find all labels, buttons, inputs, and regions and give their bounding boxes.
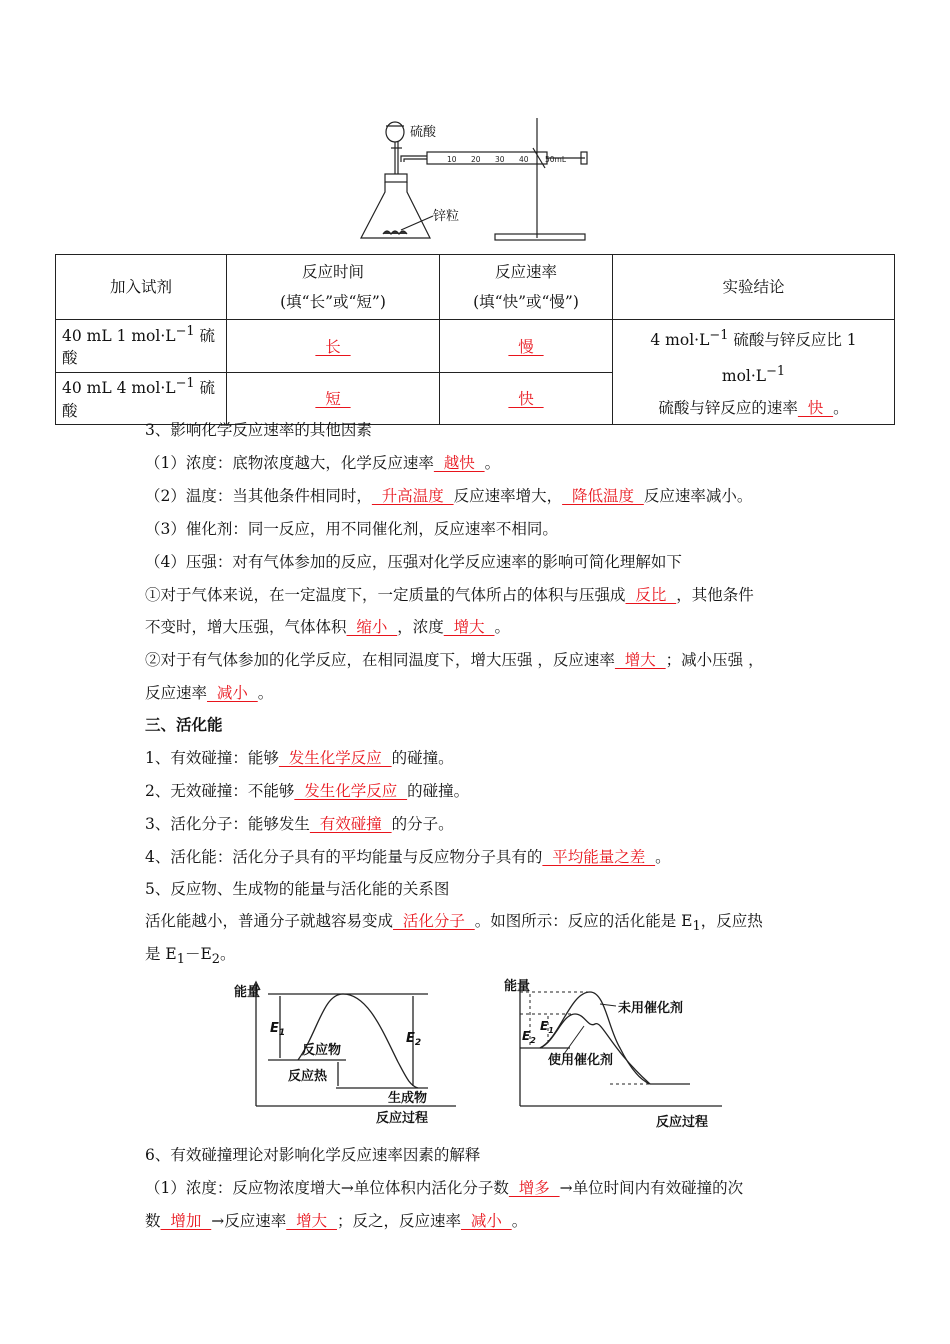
heat-label: 反应热 — [288, 1069, 328, 1084]
catalyst-label: 使用催化剂 — [548, 1053, 614, 1068]
label-zinc: 锌粒 — [433, 209, 460, 224]
header-rate: 反应速率 (填“快”或“慢”) — [440, 255, 613, 320]
section-title: 3、影响化学反应速率的其他因素 — [145, 421, 372, 439]
text-line: 数 增加 →反应速率 增大 ；反之，反应速率 减小 。 — [145, 1212, 528, 1230]
text-line: 反应速率 减小 。 — [145, 684, 274, 702]
reagent-cell: 40 mL 1 $mol\cdot L^{-1}$ 硫酸 — [56, 320, 227, 373]
text-line: 活化能越小，普通分子就越容易变成 活化分子 。如图所示：反应的活化能是 $E_1$，反应热 — [145, 912, 763, 935]
energy-diagram-uncatalyzed — [228, 972, 458, 1130]
tick-label: 10 — [447, 155, 457, 164]
time-cell: 短 — [227, 372, 440, 425]
E1-label: $E_1$ — [270, 1021, 286, 1038]
section-heading: 三、活化能 — [145, 715, 223, 734]
reactant-label: 反应物 — [302, 1043, 342, 1058]
header-reagent: 加入试剂 — [56, 255, 227, 320]
text-line: 5、反应物、生成物的能量与活化能的关系图 — [145, 880, 450, 898]
rate-cell: 慢 — [440, 320, 613, 373]
E2-label: $E_2$ — [406, 1031, 422, 1048]
ylabel: 能量 — [234, 985, 261, 1000]
rate-cell: 快 — [440, 372, 613, 425]
time-cell: 长 — [227, 320, 440, 373]
text-line: 1、有效碰撞：能够 发生化学反应 的碰撞。 — [145, 749, 454, 767]
tick-label: 30 — [495, 155, 505, 164]
text-line: 4、活化能：活化分子具有的平均能量与反应物分子具有的 平均能量之差 。 — [145, 848, 671, 866]
text-line: （1）浓度：反应物浓度增大→单位体积内活化分子数 增多 →单位时间内有效碰撞的次 — [145, 1179, 744, 1197]
table-row — [56, 320, 895, 373]
energy-diagram-catalyst — [500, 968, 730, 1130]
header-conclusion: 实验结论 — [613, 255, 895, 320]
label-acid: 硫酸 — [410, 125, 437, 140]
text-line: ②对于有气体参加的化学反应，在相同温度下，增大压强 ，反应速率 增大 ；减小压强 ， — [145, 651, 764, 669]
text-line: 2、无效碰撞：不能够 发生化学反应 的碰撞。 — [145, 782, 470, 800]
tick-label: 20 — [471, 155, 481, 164]
tick-label: 40 — [519, 155, 529, 164]
ylabel: 能量 — [504, 979, 531, 994]
text-line: 3、活化分子：能够发生 有效碰撞 的分子。 — [145, 815, 454, 833]
text-line: （4）压强：对有气体参加的反应，压强对化学反应速率的影响可简化理解如下 — [145, 553, 682, 571]
xlabel: 反应过程 — [656, 1115, 709, 1130]
tick-label: 50mL — [545, 155, 567, 164]
header-time: 反应时间 (填“长”或“短”) — [227, 255, 440, 320]
text-line: 是 $E_1-E_2$。 — [145, 945, 236, 968]
text-line: 不变时，增大压强，气体体积 缩小 ，浓度 增大 。 — [145, 618, 510, 636]
xlabel: 反应过程 — [376, 1111, 429, 1126]
E1-label: $E_1$ — [540, 1019, 554, 1035]
E2-label: $E_2$ — [522, 1029, 536, 1045]
text-line: （3）催化剂：同一反应，用不同催化剂，反应速率不相同。 — [145, 520, 558, 538]
experiment-table — [55, 254, 895, 425]
apparatus-diagram — [355, 112, 595, 247]
reagent-cell: 40 mL 4 $mol\cdot L^{-1}$ 硫酸 — [56, 372, 227, 425]
text-line: （2）温度：当其他条件相同时， 升高温度 反应速率增大， 降低温度 反应速率减小。 — [145, 487, 753, 505]
conclusion-cell: 4 $mol\cdot L^{-1}$ 硫酸与锌反应比 1 $mol\cdot L^{-1}$ 硫酸与锌反应的速率 快 。 — [613, 320, 895, 425]
text-line: （1）浓度：底物浓度越大，化学反应速率 越快 。 — [145, 454, 501, 472]
section-title: 6、有效碰撞理论对影响化学反应速率因素的解释 — [145, 1146, 481, 1164]
no-catalyst-label: 未用催化剂 — [618, 1001, 684, 1016]
product-label: 生成物 — [388, 1091, 428, 1106]
text-line: ①对于气体来说，在一定温度下，一定质量的气体所占的体积与压强成 反比 ，其他条件 — [145, 586, 754, 604]
